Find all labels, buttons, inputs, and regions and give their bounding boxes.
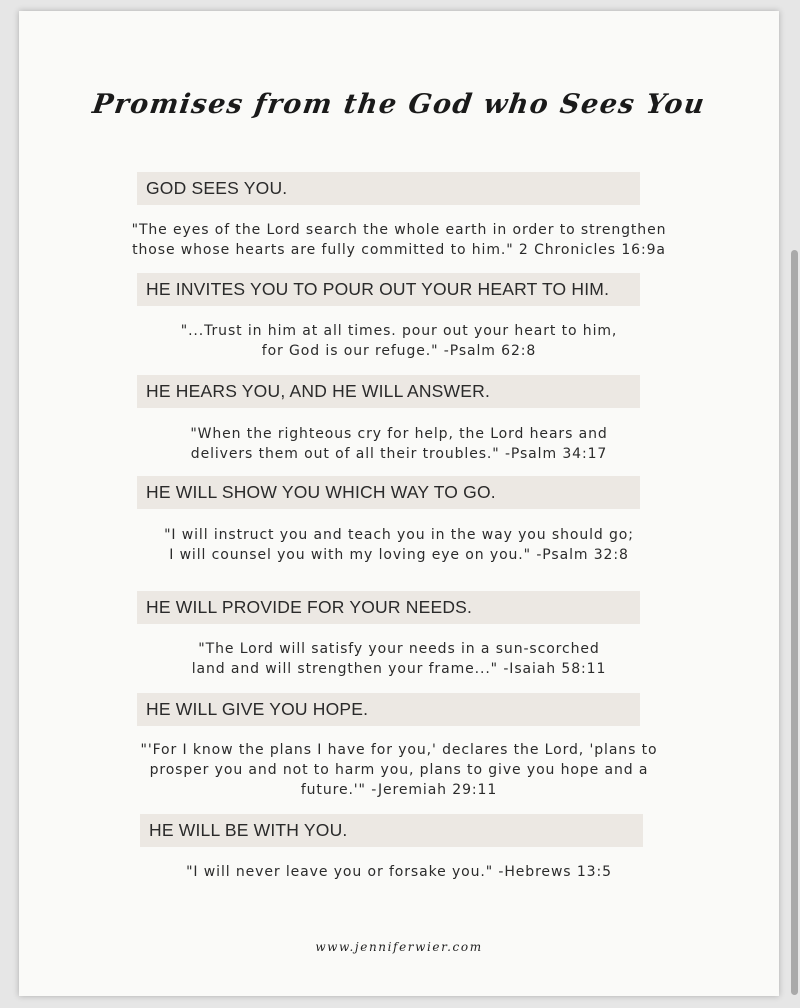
document-page xyxy=(19,11,779,996)
verse-text xyxy=(19,639,779,679)
verse-line: "'For I know the plans I have for you,' declares the Lord, 'plans to xyxy=(140,742,658,758)
verse-line: prosper you and not to harm you, plans to give you hope and a xyxy=(149,762,649,778)
verse-line: delivers them out of all their troubles." -Psalm 34:17 xyxy=(190,446,608,462)
section-heading: HE WILL BE WITH YOU. xyxy=(140,814,643,847)
verse-text xyxy=(19,862,779,882)
verse-text xyxy=(19,321,779,361)
verse-line: "I will never leave you or forsake you." -Hebrews 13:5 xyxy=(186,864,612,880)
website-footer: www.jenniferwier.com xyxy=(315,940,483,954)
section-heading: HE WILL PROVIDE FOR YOUR NEEDS. xyxy=(137,591,640,624)
page-title: Promises from the God who Sees You xyxy=(90,89,708,120)
verse-line: "The Lord will satisfy your needs in a sun-scorched xyxy=(198,641,600,657)
verse-text xyxy=(19,424,779,464)
section-heading: HE WILL GIVE YOU HOPE. xyxy=(137,693,640,726)
verse-line: for God is our refuge." -Psalm 62:8 xyxy=(261,343,537,359)
scrollbar[interactable] xyxy=(791,250,798,995)
section-heading: HE HEARS YOU, AND HE WILL ANSWER. xyxy=(137,375,640,408)
section-heading: GOD SEES YOU. xyxy=(137,172,640,205)
section-heading: HE WILL SHOW YOU WHICH WAY TO GO. xyxy=(137,476,640,509)
verse-line: "...Trust in him at all times. pour out your heart to him, xyxy=(180,323,618,339)
section-heading: HE INVITES YOU TO POUR OUT YOUR HEART TO HIM. xyxy=(137,273,640,306)
verse-line: future.'" -Jeremiah 29:11 xyxy=(300,782,498,798)
verse-line: "When the righteous cry for help, the Lord hears and xyxy=(190,426,608,442)
verse-text xyxy=(19,525,779,565)
verse-line: those whose hearts are fully committed to him." 2 Chronicles 16:9a xyxy=(132,242,666,258)
verse-text xyxy=(19,220,779,260)
verse-line: "I will instruct you and teach you in the way you should go; xyxy=(164,527,634,543)
verse-line: I will counsel you with my loving eye on you." -Psalm 32:8 xyxy=(169,547,629,563)
verse-line: "The eyes of the Lord search the whole earth in order to strengthen xyxy=(131,222,667,238)
verse-line: land and will strengthen your frame..." -Isaiah 58:11 xyxy=(191,661,607,677)
verse-text xyxy=(19,740,779,800)
